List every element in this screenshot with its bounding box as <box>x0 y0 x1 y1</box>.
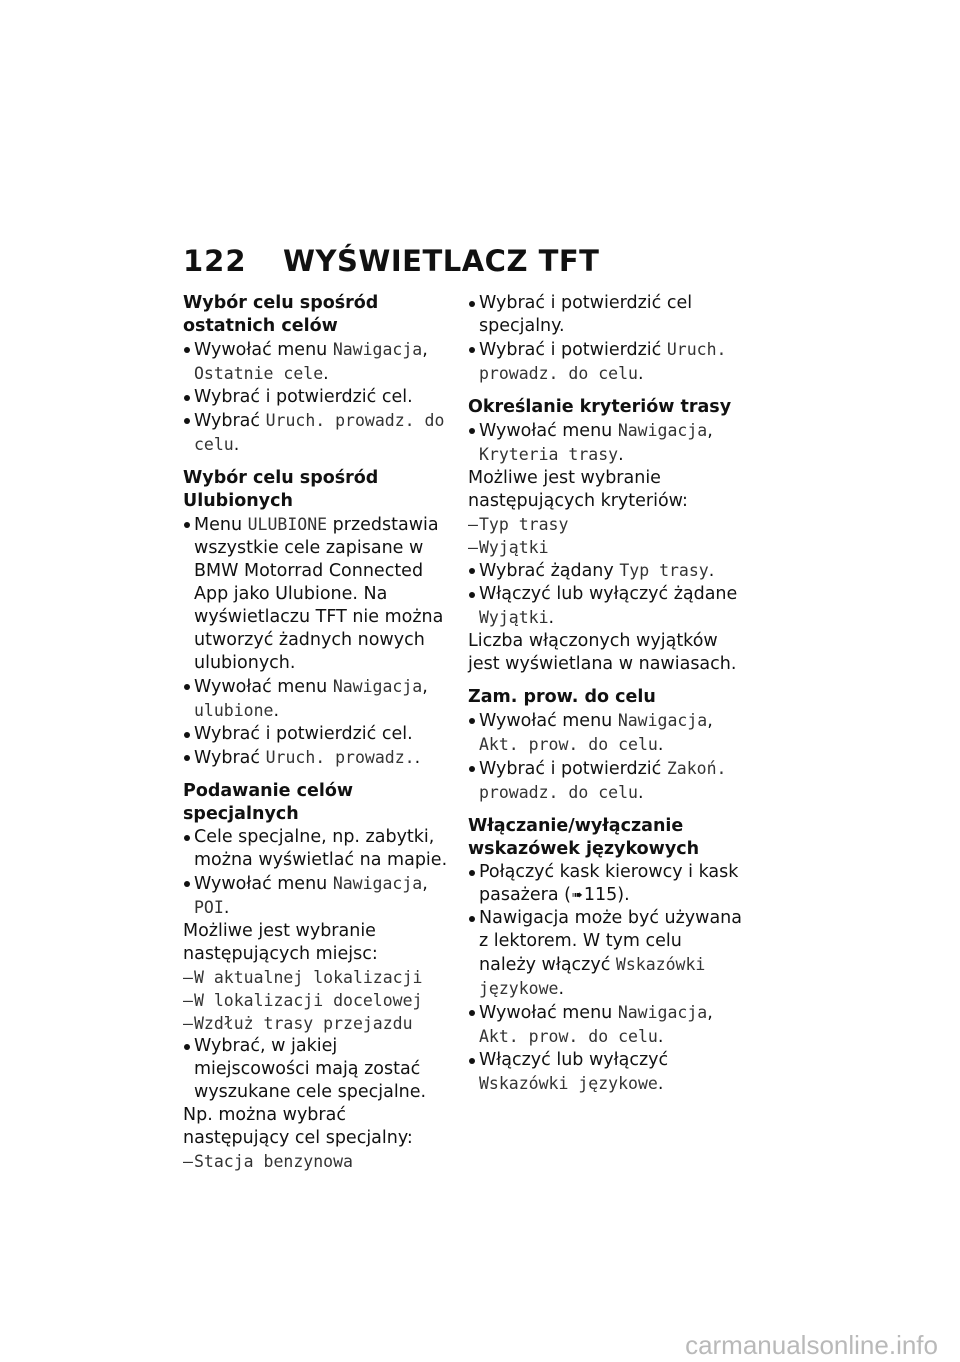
item-text: przedstawia wszystkie cele zapisane w BMW Motorrad Connected App jako Ulubione. Na wyświetlaczu TFT nie można utworzyć żadnych nowych ulubionych. <box>194 515 444 673</box>
dash-item: – Stacja benzynowa <box>183 1150 451 1173</box>
dash-item: – W aktualnej lokalizacji <box>183 966 451 989</box>
section-heading: Zam. prow. do celu <box>468 687 656 707</box>
list-item <box>468 338 743 386</box>
menu-name: ULUBIONE <box>247 515 328 534</box>
menu-name: POI <box>194 898 224 917</box>
list-item <box>468 709 743 757</box>
item-text: Połączyć kask kierowcy i kask pasażera ( <box>479 862 739 905</box>
item-text: , <box>422 677 428 697</box>
section-special-destinations <box>183 780 451 1173</box>
menu-name: Akt. prow. do celu <box>479 1027 658 1046</box>
menu-name: Typ trasy <box>619 561 709 580</box>
list-item <box>183 872 451 920</box>
section-recent-destinations <box>183 292 451 457</box>
section-continuation <box>468 292 743 386</box>
menu-name: Uruch. prowadz. <box>265 748 415 767</box>
menu-name: Wyjątki <box>479 608 549 627</box>
menu-name: Nawigacja <box>617 1003 708 1022</box>
item-text: . <box>223 898 230 918</box>
item-text: Włączyć lub wyłączyć żądane <box>479 584 738 604</box>
list-item <box>468 757 743 805</box>
item-text: . <box>414 748 421 768</box>
watermark: carmanualsonline.info <box>685 1330 938 1360</box>
item-text: Wywołać menu <box>479 421 618 441</box>
item-text: Nawigacja może być używana z lektorem. W tym celu należy włączyć <box>479 908 742 975</box>
page-reference: 115 <box>583 885 618 905</box>
item-text: . <box>273 701 280 721</box>
list-item: Wybrać, w jakiej miejscowości mają zostać wyszukane cele specjalne. <box>183 1035 451 1104</box>
menu-name: Kryteria trasy <box>479 445 619 464</box>
dash-item: – Wyjątki <box>468 536 743 559</box>
right-column <box>468 292 743 1096</box>
item-text: , <box>422 340 428 360</box>
section-end-guidance <box>468 686 743 805</box>
item-text: , <box>707 421 713 441</box>
dash-item: – W lokalizacji docelowej <box>183 989 451 1012</box>
list-item: Wybrać i potwierdzić cel. <box>183 386 451 409</box>
item-text: Wybrać <box>194 411 266 431</box>
item-text: , <box>422 874 428 894</box>
menu-name: Nawigacja <box>617 421 708 440</box>
item-text: Wybrać <box>194 748 266 768</box>
item-text: . <box>657 735 664 755</box>
menu-name: Nawigacja <box>332 340 423 359</box>
item-text: . <box>233 435 240 455</box>
list-item <box>468 583 743 630</box>
menu-name: Nawigacja <box>332 677 423 696</box>
item-text: . <box>708 561 715 581</box>
menu-name: Wskazówki językowe <box>479 955 706 998</box>
page-title: WYŚWIETLACZ TFT <box>283 244 600 278</box>
item-text: Wybrać żądany <box>479 561 620 581</box>
list-item <box>468 559 743 583</box>
menu-name: Nawigacja <box>332 874 423 893</box>
item-text: Wywołać menu <box>194 677 333 697</box>
menu-name: ulubione <box>194 701 274 720</box>
section-heading: Podawanie celów specjalnych <box>183 781 354 824</box>
item-text: . <box>548 608 555 628</box>
menu-name: Uruch. prowadz. do celu <box>479 340 727 383</box>
item-text: , <box>707 711 713 731</box>
item-text: Wywołać menu <box>479 711 618 731</box>
list-item <box>183 513 451 675</box>
section-heading: Wybór celu spośród Ulubionych <box>183 468 379 511</box>
list-item <box>468 1049 743 1096</box>
item-text: . <box>323 364 329 384</box>
item-text: Wybrać i potwierdzić <box>479 759 667 779</box>
menu-name: Zakoń. prowadz. do celu <box>479 759 727 802</box>
paragraph: Możliwe jest wybranie następujących kryteriów: <box>468 468 688 511</box>
item-text: Menu <box>194 515 248 535</box>
section-voice-guidance <box>468 815 743 1096</box>
menu-name: Uruch. prowadz. do celu <box>194 411 445 454</box>
list-item: Wybrać i potwierdzić cel specjalny. <box>468 292 743 338</box>
menu-name: Nawigacja <box>617 711 708 730</box>
item-text: Włączyć lub wyłączyć <box>479 1050 669 1070</box>
item-text: ). <box>617 885 630 905</box>
list-item <box>468 1001 743 1049</box>
menu-name: Akt. prow. do celu <box>479 735 658 754</box>
paragraph: Możliwe jest wybranie następujących miejsc: <box>183 921 378 964</box>
item-text: . <box>637 783 644 803</box>
section-heading: Wybór celu spośród ostatnich celów <box>183 293 379 336</box>
item-text: . <box>657 1027 664 1047</box>
section-route-criteria <box>468 396 743 676</box>
item-text: Wywołać menu <box>194 340 333 360</box>
list-item <box>183 675 451 723</box>
item-text: Wybrać i potwierdzić <box>479 340 667 360</box>
list-item <box>468 419 743 467</box>
dash-item: – Typ trasy <box>468 513 743 536</box>
arrow-reference-icon: ➠ <box>571 888 583 903</box>
list-item <box>183 338 451 386</box>
dash-item: – Wzdłuż trasy przejazdu <box>183 1012 451 1035</box>
list-item: Cele specjalne, np. zabytki, można wyświetlać na mapie. <box>183 826 451 872</box>
paragraph: Liczba włączonych wyjątków jest wyświetlana w nawiasach. <box>468 631 737 674</box>
menu-name: Wskazówki językowe <box>479 1074 658 1093</box>
list-item <box>468 907 743 1001</box>
page-number: 122 <box>183 244 247 278</box>
list-item: Wybrać i potwierdzić cel. <box>183 723 451 746</box>
section-heading: Określanie kryteriów trasy <box>468 397 732 417</box>
item-text: . <box>657 1074 664 1094</box>
list-item <box>183 746 451 770</box>
item-text: . <box>558 979 565 999</box>
section-favourites <box>183 467 451 770</box>
list-item <box>183 409 451 457</box>
paragraph: Np. można wybrać następujący cel specjalny: <box>183 1105 413 1148</box>
menu-name: Ostatnie cele <box>194 364 324 383</box>
item-text: Wywołać menu <box>194 874 333 894</box>
item-text: . <box>618 445 624 465</box>
item-text: . <box>637 364 644 384</box>
list-item <box>468 861 743 907</box>
item-text: Wywołać menu <box>479 1003 618 1023</box>
section-heading: Włączanie/wyłączanie wskazówek językowych <box>468 816 700 859</box>
item-text: , <box>707 1003 713 1023</box>
left-column <box>183 292 451 1173</box>
